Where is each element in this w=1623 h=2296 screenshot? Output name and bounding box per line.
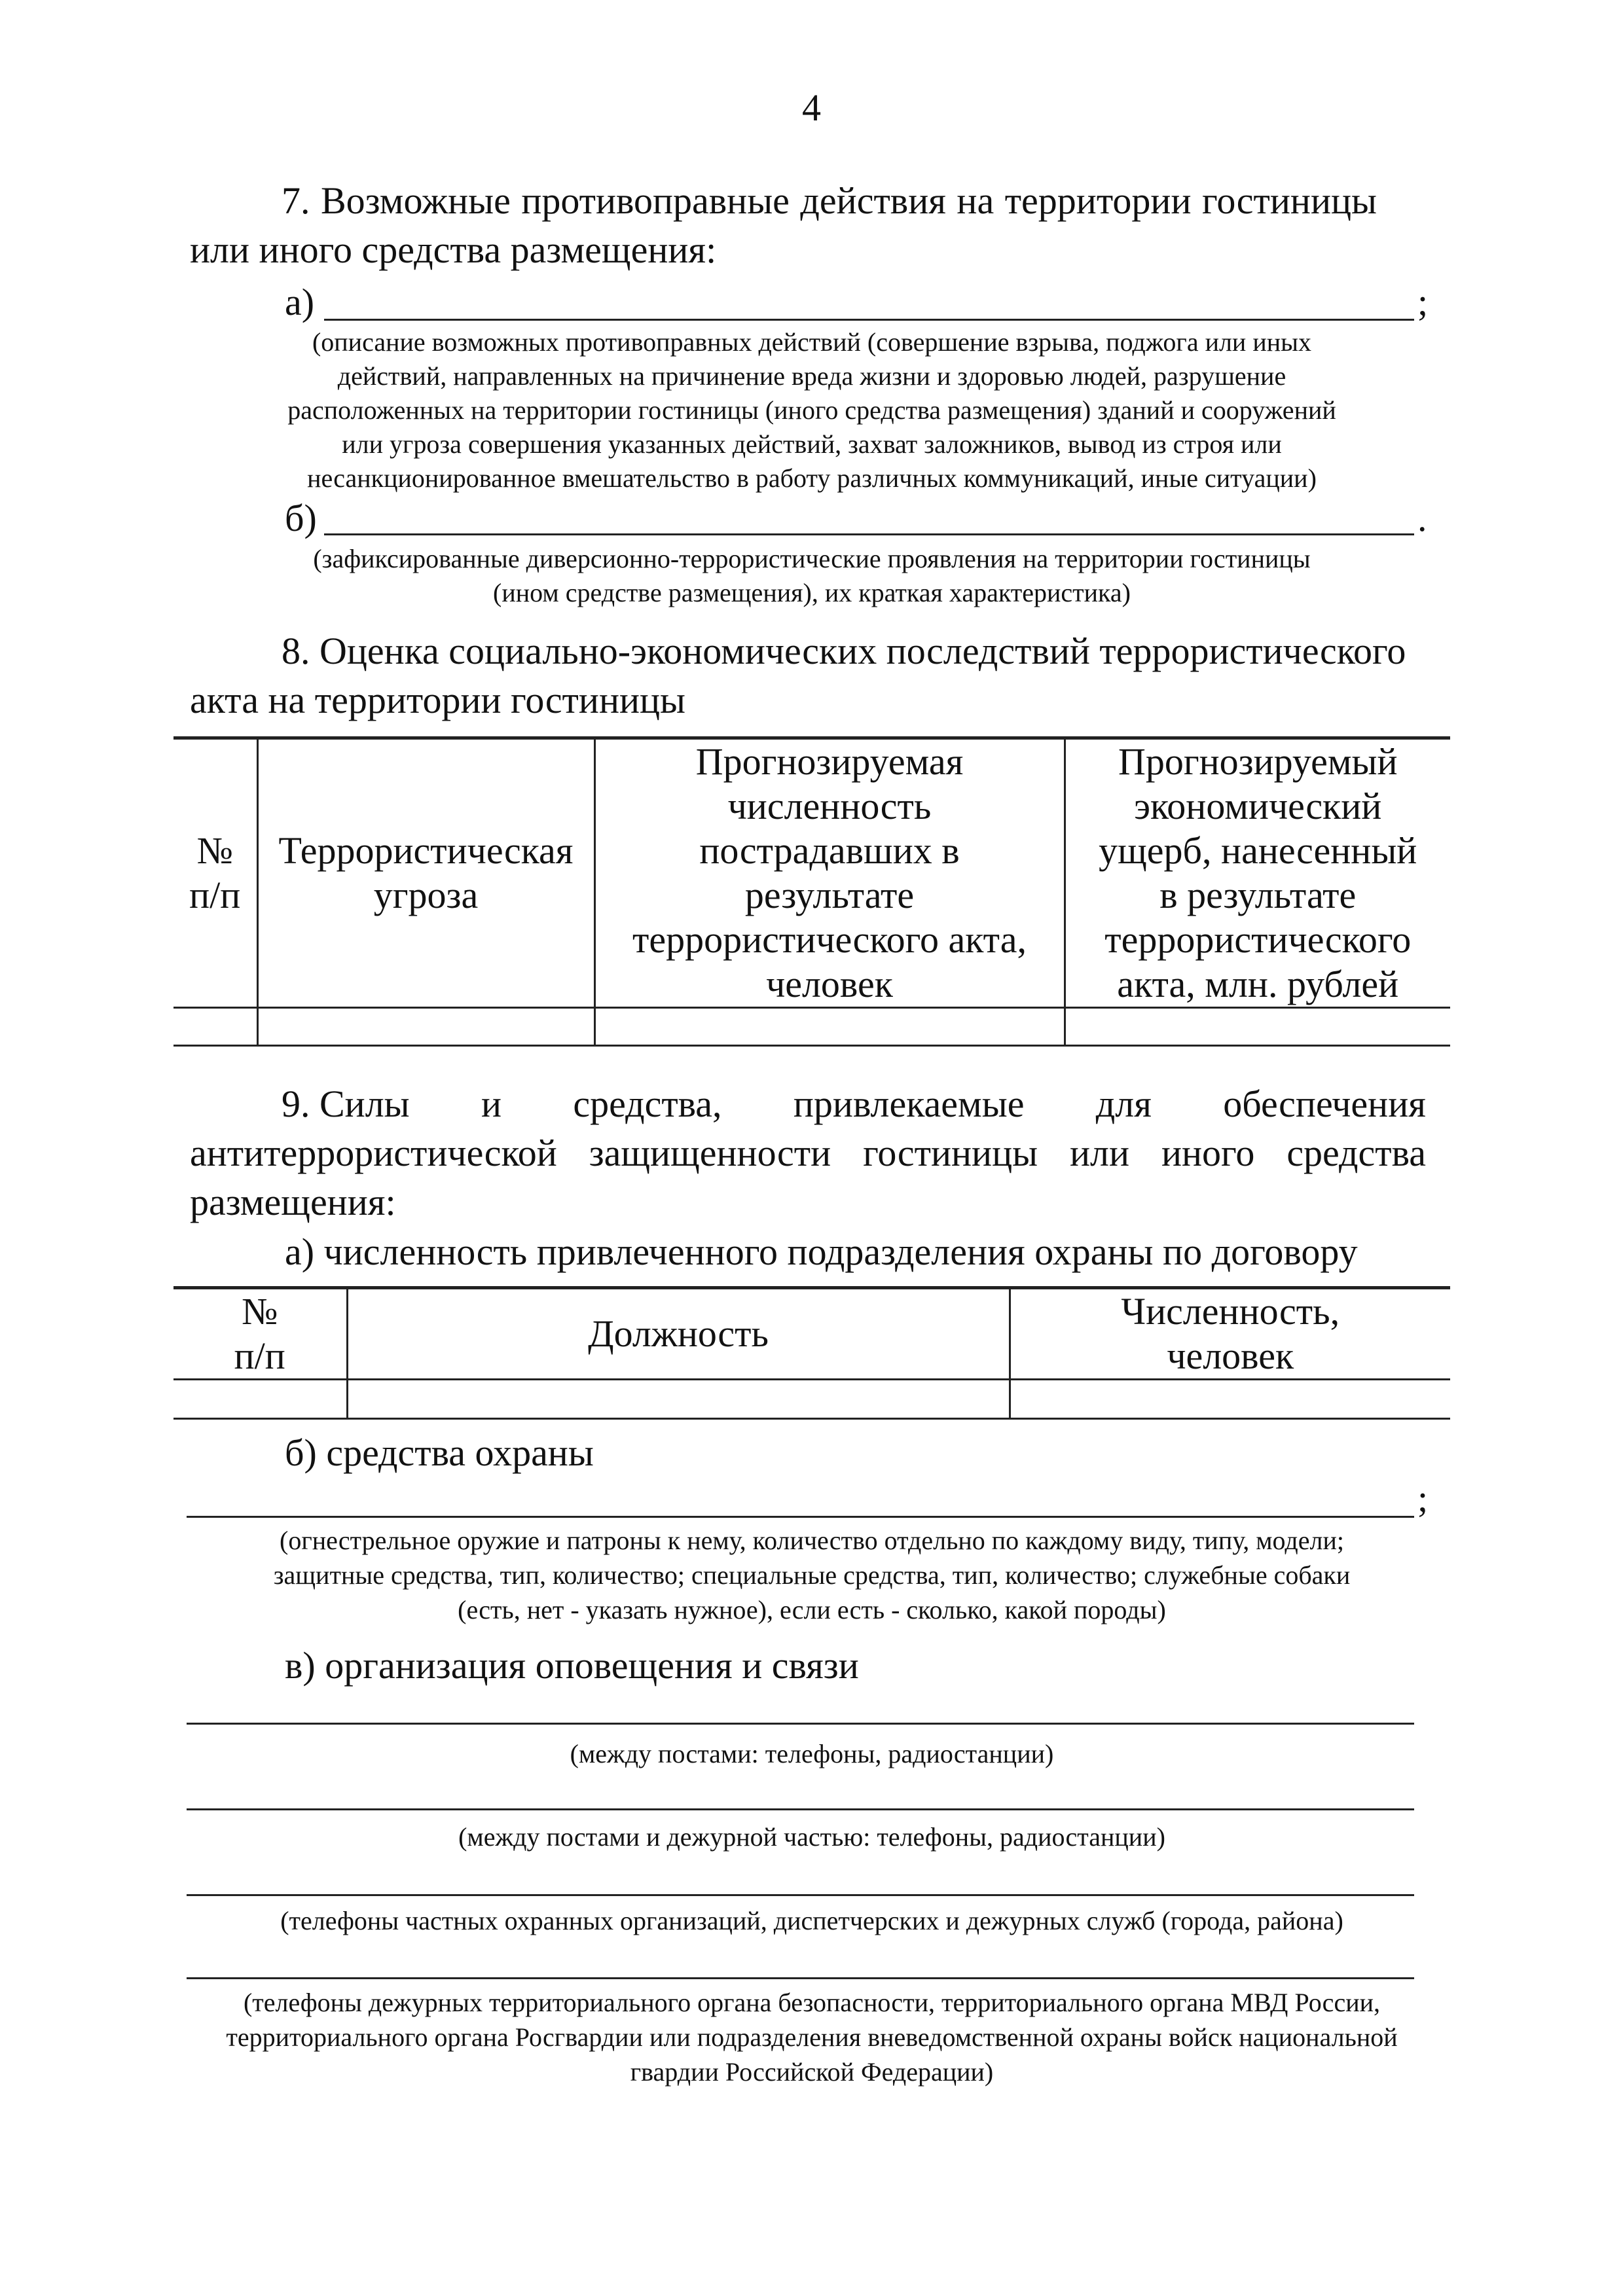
section-7a-caption-1: (описание возможных противоправных действий (совершение взрыва, поджога или иных: [312, 327, 1312, 357]
heading-word: средства,: [573, 1083, 722, 1125]
table-cell: [594, 1008, 1065, 1046]
page-number: 4: [802, 86, 821, 129]
section-7b-fill-line: [324, 533, 1414, 535]
section-9c-fill-line-2: [187, 1808, 1414, 1810]
section-9b-caption-2: защитные средства, тип, количество; специальные средства, тип, количество; служебные собаки: [273, 1560, 1351, 1590]
section-9c-caption-4c: гвардии Российской Федерации): [630, 2057, 994, 2087]
section-9-heading-line2: антитеррористической защищенности гостиницы или иного средства: [190, 1132, 1426, 1174]
section-9c-fill-line-3: [187, 1894, 1414, 1896]
section-8-heading-line2: акта на территории гостиницы: [190, 679, 686, 721]
table-cell: [173, 1008, 257, 1046]
consequences-header-number: № п/п: [173, 738, 257, 1008]
section-7b-label: б): [285, 497, 317, 539]
section-9-heading-line3: размещения:: [190, 1181, 396, 1223]
section-9c-fill-line-1: [187, 1723, 1414, 1725]
section-9c-caption-1: (между постами: телефоны, радиостанции): [570, 1739, 1054, 1768]
section-9c-caption-3: (телефоны частных охранных организаций, диспетчерских и дежурных служб (города, района): [280, 1906, 1343, 1935]
section-9c-caption-4b: территориального органа Росгвардии или подразделения вневедомственной охраны войск национальной: [226, 2022, 1398, 2052]
guard-empty-row: [173, 1380, 1450, 1419]
consequences-header-victims: Прогнозируемая численность пострадавших в результате террористического акта, человек: [594, 738, 1065, 1008]
section-7a-caption-5: несанкционированное вмешательство в работу различных коммуникаций, иные ситуации): [307, 463, 1317, 493]
section-7a-caption-3: расположенных на территории гостиницы (иного средства размещения) зданий и сооружений: [287, 395, 1336, 425]
section-7a-caption-4: или угроза совершения указанных действий, захват заложников, вывод из строя или: [342, 429, 1282, 459]
section-7-heading-line2: или иного средства размещения:: [190, 228, 717, 271]
heading-word: для: [1095, 1083, 1152, 1125]
section-9b-caption-3: (есть, нет - указать нужное), если есть - сколько, какой породы): [458, 1595, 1166, 1624]
table-cell: [1010, 1380, 1450, 1419]
guard-header-count: Численность, человек: [1010, 1288, 1450, 1380]
heading-word: 9. Силы: [282, 1083, 410, 1125]
section-9c-fill-line-4: [187, 1977, 1414, 1979]
section-7-heading-line1: 7. Возможные противоправные действия на территории гостиницы: [282, 179, 1377, 222]
consequences-table: [173, 736, 1450, 1047]
table-cell: [257, 1008, 594, 1046]
section-7a-caption-2: действий, направленных на причинение вреда жизни и здоровью людей, разрушение: [337, 361, 1286, 391]
consequences-header-damage: Прогнозируемый экономический ущерб, нанесенный в результате террористического акта, млн. рублей: [1065, 738, 1450, 1008]
section-9b-fill-line: [187, 1516, 1414, 1518]
section-7b-end: .: [1417, 497, 1427, 539]
section-9c-caption-2: (между постами и дежурной частью: телефоны, радиостанции): [458, 1822, 1165, 1852]
section-9-heading-line1: [282, 1080, 1426, 1128]
section-7a-end: ;: [1417, 281, 1429, 323]
section-9b-end: ;: [1417, 1477, 1429, 1520]
section-8-heading-line1: 8. Оценка социально-экономических последствий террористического: [282, 630, 1406, 672]
guard-staff-table: [173, 1286, 1450, 1420]
heading-word: привлекаемые: [793, 1083, 1025, 1125]
table-cell: [347, 1380, 1010, 1419]
section-9c-text: в) организация оповещения и связи: [285, 1644, 859, 1687]
consequences-header-threat: Террористическая угроза: [257, 738, 594, 1008]
section-7a-fill-line: [324, 319, 1414, 321]
guard-header-position: Должность: [347, 1288, 1010, 1380]
table-cell: [1065, 1008, 1450, 1046]
table-cell: [173, 1380, 347, 1419]
section-9c-caption-4a: (телефоны дежурных территориального органа безопасности, территориального органа МВД России,: [243, 1988, 1381, 2017]
section-9a-text: а) численность привлеченного подразделения охраны по договору: [285, 1230, 1358, 1273]
heading-word: обеспечения: [1223, 1083, 1426, 1125]
section-9b-text: б) средства охраны: [285, 1431, 594, 1474]
guard-header-number: № п/п: [173, 1288, 347, 1380]
heading-word: и: [481, 1083, 502, 1125]
section-7b-caption-1: (зафиксированные диверсионно-террористические проявления на территории гостиницы: [313, 544, 1311, 573]
section-7b-caption-2: (ином средстве размещения), их краткая характеристика): [493, 578, 1131, 607]
section-9b-caption-1: (огнестрельное оружие и патроны к нему, количество отдельно по каждому виду, типу, модели;: [280, 1526, 1344, 1555]
consequences-empty-row: [173, 1008, 1450, 1046]
section-7a-label: а): [285, 281, 315, 323]
